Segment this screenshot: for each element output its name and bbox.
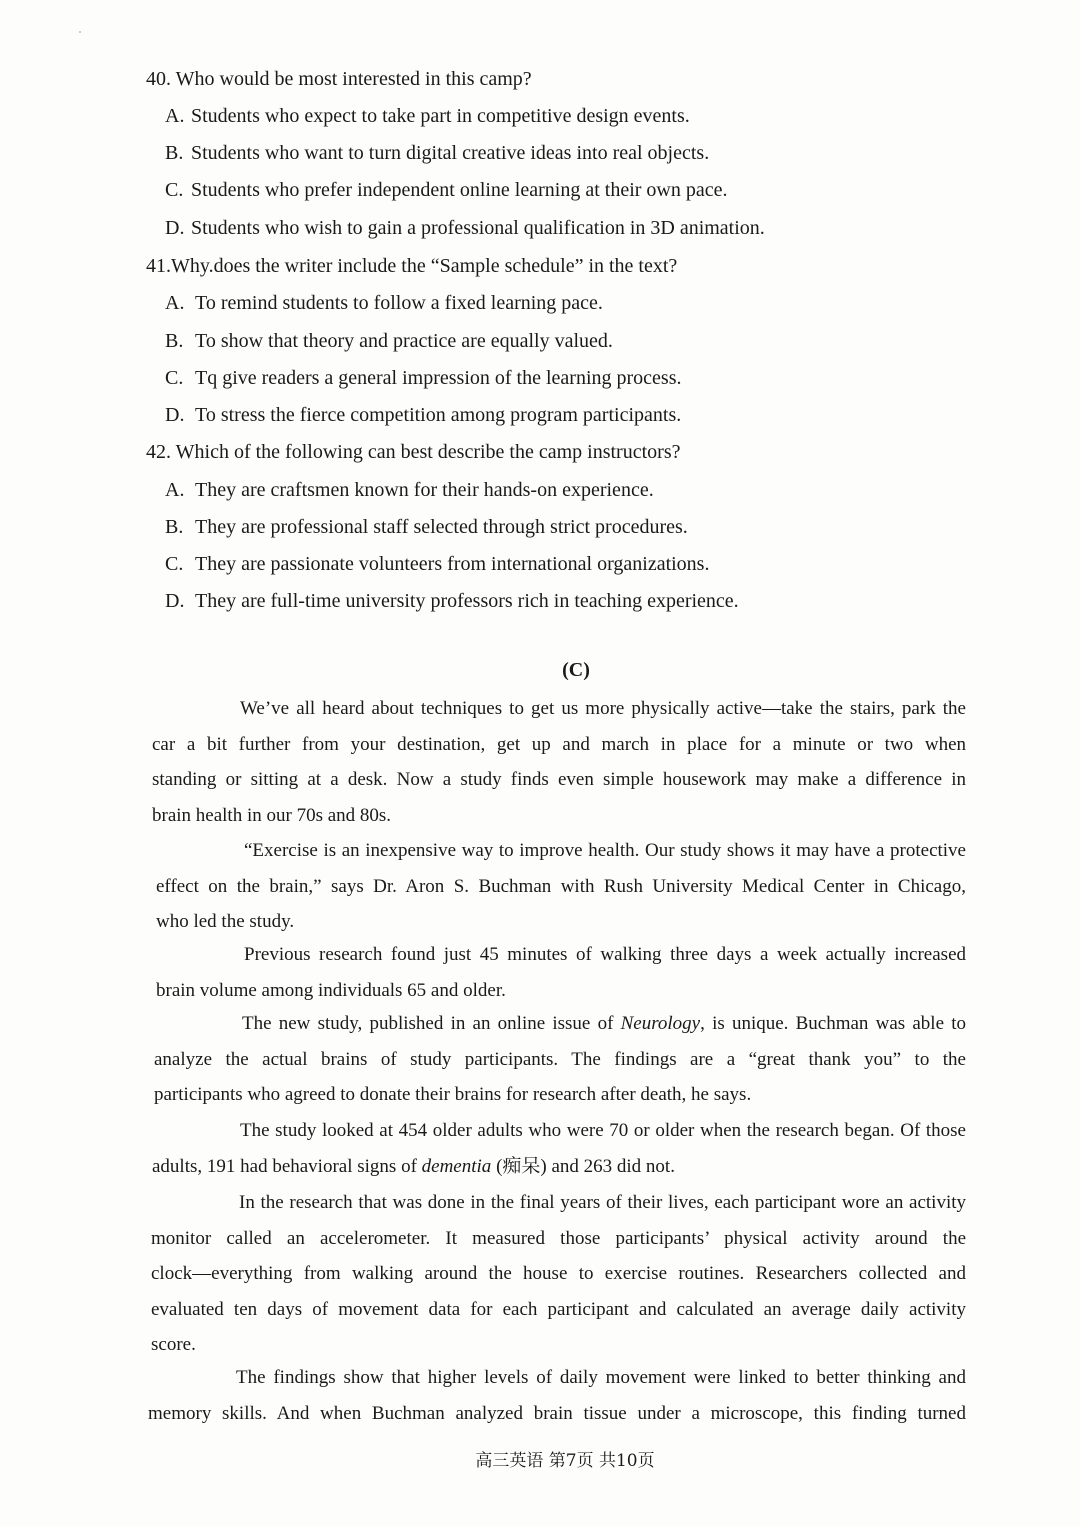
paragraph-line	[152, 1149, 966, 1185]
option-text: Students who expect to take part in competitive design events.	[191, 105, 690, 127]
text-run: adults, 191 had behavioral signs of	[152, 1155, 422, 1177]
paragraph-line: analyze the actual brains of study participants. The findings are a “great thank you” to the	[154, 1048, 966, 1070]
paragraph-line: score.	[151, 1334, 196, 1355]
question-42-option-d	[165, 589, 739, 613]
option-letter: D.	[165, 404, 185, 426]
question-42-option-b	[165, 515, 688, 539]
option-letter: A.	[165, 479, 185, 501]
option-letter: A.	[165, 292, 185, 314]
option-letter: C.	[165, 367, 184, 389]
question-40-stem	[146, 67, 532, 91]
paragraph-line: car a bit further from your destination, get up and march in place for a minute or two when	[152, 733, 966, 755]
question-41-option-a	[165, 291, 603, 315]
paragraph-line: evaluated ten days of movement data for each participant and calculated an average daily activity	[151, 1298, 966, 1320]
paragraph-line: In the research that was done in the final years of their lives, each participant wore an activity	[239, 1192, 966, 1213]
option-letter: D.	[165, 590, 185, 612]
question-41-option-b	[165, 329, 613, 353]
question-41-stem	[146, 254, 677, 278]
text-run: (痴呆) and 263 did not.	[491, 1155, 675, 1177]
question-41-option-c	[165, 366, 681, 390]
option-letter: B.	[165, 330, 184, 352]
option-text: They are full-time university professors rich in teaching experience.	[195, 590, 739, 612]
question-number: 40.	[146, 68, 171, 90]
question-42-option-c	[165, 552, 709, 576]
paragraph-line: clock—everything from walking around the house to exercise routines. Researchers collected and	[151, 1263, 966, 1284]
paragraph-line: participants who agreed to donate their brains for research after death, he says.	[154, 1084, 752, 1105]
paragraph-line: effect on the brain,” says Dr. Aron S. Buchman with Rush University Medical Center in Chicago,	[156, 875, 966, 897]
paragraph-line: brain health in our 70s and 80s.	[152, 804, 392, 826]
paragraph-line: who led the study.	[156, 911, 295, 932]
question-text: Why.does the writer include the “Sample schedule” in the text?	[171, 255, 678, 277]
question-40-option-c	[165, 178, 728, 202]
passage-paragraph-3	[156, 937, 966, 1008]
option-text: To remind students to follow a fixed learning pace.	[195, 292, 603, 314]
page-footer: 高三英语 第7页 共10页	[475, 1451, 655, 1471]
journal-name: Neurology	[620, 1013, 701, 1034]
option-letter: D.	[165, 217, 185, 239]
option-letter: A.	[165, 105, 185, 127]
question-40-option-d	[165, 216, 765, 240]
option-text: Students who wish to gain a professional qualification in 3D animation.	[191, 217, 765, 239]
paragraph-line: standing or sitting at a desk. Now a study finds even simple housework may make a difference in	[152, 769, 966, 790]
option-text: They are professional staff selected through strict procedures.	[195, 516, 688, 538]
question-40-option-a	[165, 104, 690, 128]
option-text: Students who want to turn digital creative ideas into real objects.	[191, 142, 710, 164]
question-text: Who would be most interested in this camp?	[175, 68, 532, 90]
paragraph-line: memory skills. And when Buchman analyzed brain tissue under a microscope, this finding turned	[148, 1402, 966, 1424]
text-run: The new study, published in an online issue of	[242, 1013, 621, 1034]
passage-paragraph-6	[151, 1185, 966, 1363]
option-text: Students who prefer independent online learning at their own pace.	[191, 179, 728, 201]
scan-speck	[79, 31, 81, 33]
paragraph-line	[154, 1006, 966, 1042]
option-text: To stress the fierce competition among program participants.	[195, 404, 682, 426]
paragraph-line: We’ve all heard about techniques to get us more physically active—take the stairs, park the	[240, 698, 966, 719]
question-text: Which of the following can best describe the camp instructors?	[175, 441, 681, 463]
option-text: To show that theory and practice are equally valued.	[195, 330, 613, 352]
section-label: (C)	[562, 659, 590, 681]
passage-paragraph-2	[156, 833, 966, 940]
passage-paragraph-5	[152, 1113, 966, 1184]
paragraph-line: Previous research found just 45 minutes of walking three days a week actually increased	[244, 944, 966, 965]
question-41-option-d	[165, 403, 681, 427]
passage-paragraph-7	[148, 1360, 966, 1431]
option-letter: C.	[165, 179, 184, 201]
paragraph-line: “Exercise is an inexpensive way to improve health. Our study shows it may have a protective	[244, 840, 966, 861]
question-number: 41.	[146, 255, 171, 277]
option-text: They are passionate volunteers from international organizations.	[195, 553, 710, 575]
question-number: 42.	[146, 441, 171, 463]
passage-paragraph-4	[154, 1006, 966, 1113]
text-run: , is unique. Buchman was able to	[700, 1013, 966, 1034]
paragraph-line: The study looked at 454 older adults who were 70 or older when the research began. Of those	[240, 1120, 966, 1141]
option-text: Tq give readers a general impression of the learning process.	[195, 367, 682, 389]
paragraph-line: The findings show that higher levels of daily movement were linked to better thinking and	[236, 1367, 966, 1388]
paragraph-line: monitor called an accelerometer. It measured those participants’ physical activity around the	[151, 1227, 966, 1249]
question-40-option-b	[165, 141, 709, 165]
glossed-term: dementia	[421, 1155, 492, 1177]
passage-paragraph-1	[152, 691, 966, 833]
option-text: They are craftsmen known for their hands-on experience.	[195, 479, 654, 501]
option-letter: B.	[165, 516, 184, 538]
option-letter: C.	[165, 553, 184, 575]
question-42-option-a	[165, 478, 654, 502]
question-42-stem	[146, 440, 680, 464]
option-letter: B.	[165, 142, 184, 164]
paragraph-line: brain volume among individuals 65 and older.	[156, 979, 506, 1001]
